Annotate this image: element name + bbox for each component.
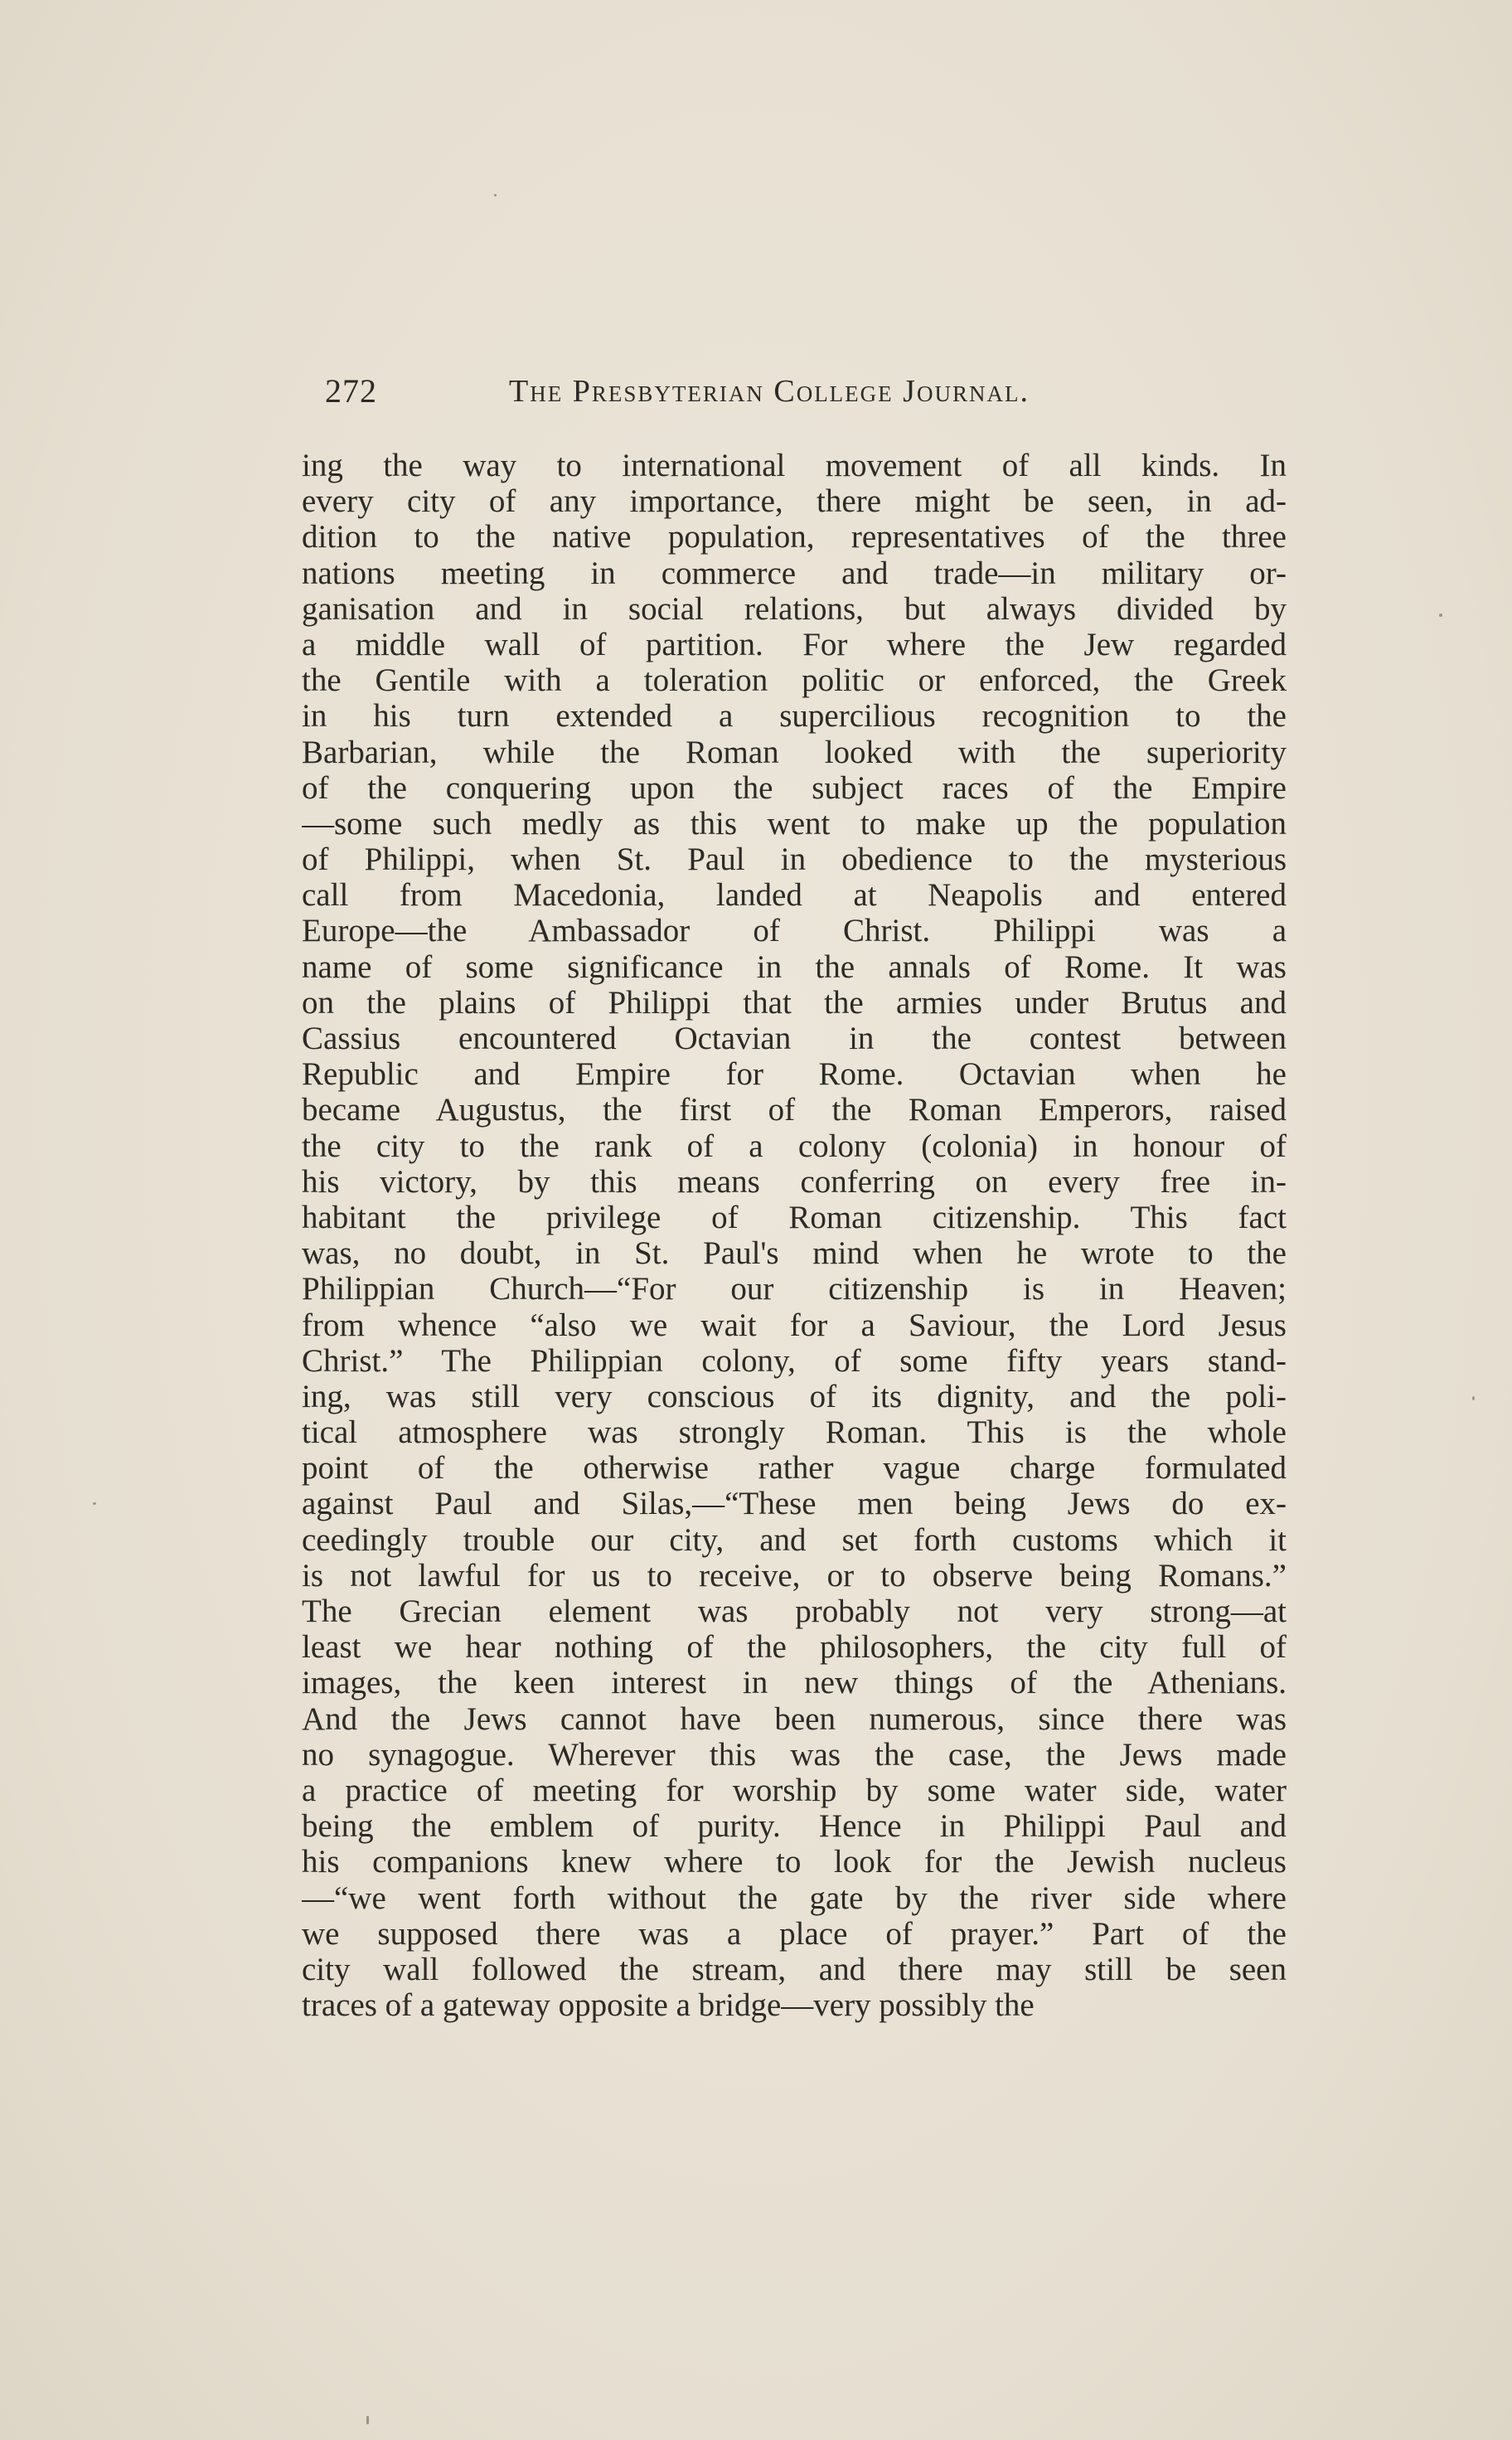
text-line: Philippian Church—“For our citizenship is in Heaven; — [302, 1271, 1287, 1307]
page-number: 272 — [325, 372, 377, 410]
text-line: the Gentile with a toleration politic or enforced, the Greek — [302, 662, 1287, 699]
text-line: every city of any importance, there might be seen, in ad- — [302, 483, 1287, 520]
text-line: ganisation and in social relations, but always divided by — [302, 590, 1287, 627]
text-line: is not lawful for us to receive, or to observe being Romans.” — [302, 1557, 1287, 1594]
text-line: city wall followed the stream, and there may still be seen — [302, 1951, 1287, 1987]
text-line: Europe—the Ambassador of Christ. Philippi was a — [302, 913, 1287, 949]
text-line: we supposed there was a place of prayer.” Part of the — [302, 1915, 1287, 1952]
text-line: ing, was still very conscious of its dignity, and the poli- — [302, 1378, 1287, 1414]
text-line: least we hear nothing of the philosophers, the city full of — [302, 1629, 1287, 1666]
text-line: And the Jews cannot have been numerous, since there was — [302, 1700, 1287, 1737]
text-line: of Philippi, when St. Paul in obedience to the mysterious — [302, 842, 1287, 878]
text-line: dition to the native population, representatives of the three — [302, 519, 1287, 555]
text-line: ceedingly trouble our city, and set forth customs which it — [302, 1521, 1287, 1558]
text-line: the city to the rank of a colony (colonia) in honour of — [302, 1128, 1287, 1164]
text-line: a middle wall of partition. For where the Jew regarded — [302, 626, 1287, 662]
text-line: his companions knew where to look for the Jewish nucleus — [302, 1844, 1287, 1880]
text-line: Christ.” The Philippian colony, of some fifty years stand- — [302, 1342, 1287, 1379]
text-line: ing the way to international movement of all kinds. In — [302, 448, 1287, 483]
paper-speck — [494, 194, 497, 196]
text-line: call from Macedonia, landed at Neapolis and entered — [302, 877, 1287, 914]
journal-title: The Presbyterian College Journal. — [509, 374, 1030, 409]
text-line: was, no doubt, in St. Paul's mind when he wrote to the — [302, 1235, 1287, 1272]
text-line: habitant the privilege of Roman citizenship. This fact — [302, 1199, 1287, 1235]
text-line: images, the keen interest in new things of the Athenians. — [302, 1665, 1287, 1701]
text-line: against Paul and Silas,—“These men being Jews do ex- — [302, 1486, 1287, 1522]
text-line: tical atmosphere was strongly Roman. This is the whole — [302, 1414, 1287, 1451]
text-line: his victory, by this means conferring on every free in- — [302, 1163, 1287, 1200]
text-line: Barbarian, while the Roman looked with the superiority — [302, 734, 1287, 770]
text-line: nations meeting in commerce and trade—in military or- — [302, 555, 1287, 591]
text-line: of the conquering upon the subject races of the Empire — [302, 769, 1287, 806]
text-line: being the emblem of purity. Hence in Philippi Paul and — [302, 1808, 1287, 1845]
text-line: point of the otherwise rather vague charge formulated — [302, 1450, 1287, 1487]
text-line: Republic and Empire for Rome. Octavian when he — [302, 1056, 1287, 1093]
text-line: from whence “also we wait for a Saviour, the Lord Jesus — [302, 1307, 1287, 1343]
running-head — [325, 371, 1287, 421]
text-line: The Grecian element was probably not very strong—at — [302, 1594, 1287, 1629]
paper-speck — [1472, 1396, 1475, 1400]
paper-speck — [93, 1502, 96, 1505]
text-line: Cassius encountered Octavian in the contest between — [302, 1021, 1287, 1056]
text-line: —some such medly as this went to make up the population — [302, 805, 1287, 842]
text-line: a practice of meeting for worship by some water side, water — [302, 1772, 1287, 1808]
paper-speck — [366, 2416, 369, 2424]
body-text — [302, 448, 1287, 2023]
text-line: —“we went forth without the gate by the river side where — [302, 1880, 1287, 1916]
text-line: became Augustus, the first of the Roman Emperors, raised — [302, 1092, 1287, 1128]
text-line: in his turn extended a supercilious recognition to the — [302, 698, 1287, 735]
paper-speck — [1439, 614, 1442, 617]
text-line: on the plains of Philippi that the armies under Brutus and — [302, 984, 1287, 1021]
text-line: no synagogue. Wherever this was the case, the Jews made — [302, 1736, 1287, 1773]
text-line: traces of a gateway opposite a bridge—very possibly the — [302, 1987, 1035, 2024]
text-line: name of some significance in the annals of Rome. It was — [302, 948, 1287, 985]
